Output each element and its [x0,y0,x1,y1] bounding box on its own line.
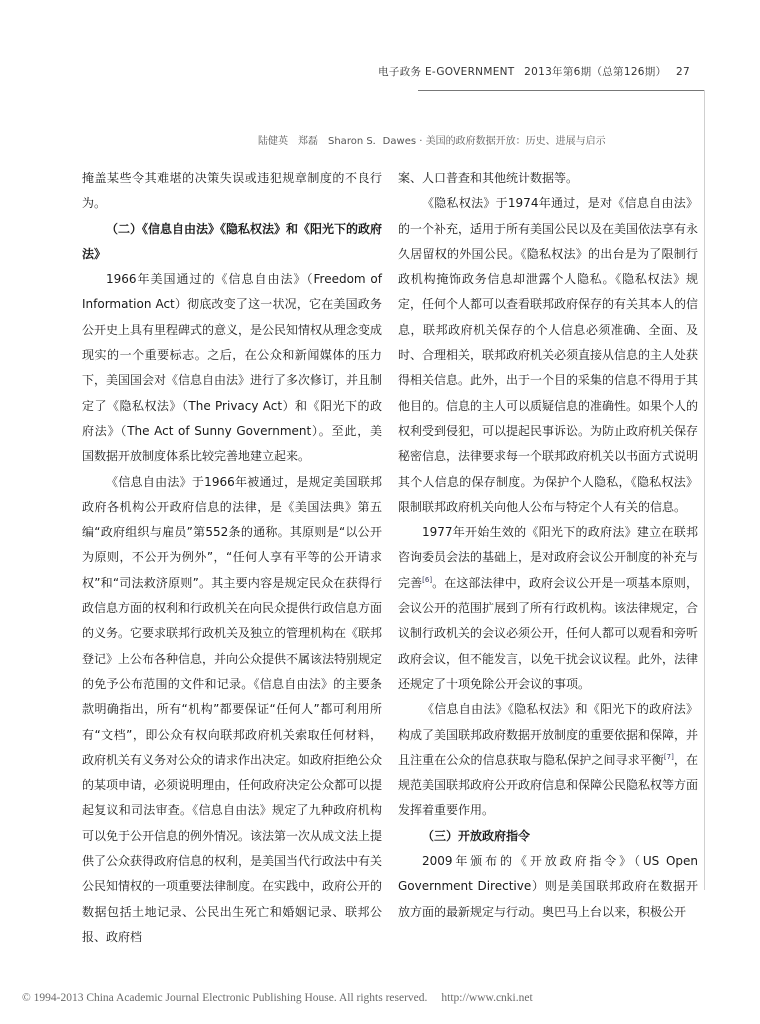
paragraph-text: ，在规范美国联邦政府公开政府信息和保障公民隐私权等方面发挥着重要作用。 [398,752,699,818]
header-rule [418,90,704,91]
journal-name: 电子政务 E-GOVERNMENT [378,66,515,78]
copyright-text: © 1994-2013 China Academic Journal Electronic Publishing House. All rights reserved. [22,992,428,1004]
right-column [398,166,698,925]
copyright-footer [22,992,533,1004]
citation-ref[interactable]: [6] [422,575,433,584]
journal-header [372,64,690,79]
issue-info: 2013年第6期（总第126期） [524,66,667,78]
paragraph: 掩盖某些令其难堪的决策失误或违犯规章制度的不良行为。 [82,171,382,211]
left-column [82,166,382,950]
running-title: 陆健英 郑磊 Sharon S．Dawes · 美国的政府数据开放：历史、进展与启示 [258,136,606,147]
citation-ref[interactable]: [7] [663,752,674,761]
section-heading: （二）《信息自由法》《隐私权法》和《阳光下的政府法》 [82,221,383,261]
paragraph-text: 1977年开始生效的《阳光下的政府法》建立在联邦咨询委员会法的基础上，是对政府会议公开制度的补充与完善 [398,525,699,590]
margin-line [704,90,705,890]
section-heading: （三）开放政府指令 [422,828,531,843]
paragraph: 《信息自由法》于1966年被通过，是规定美国联邦政府各机构公开政府信息的法律，是《美国法典》第五编“政府组织与雇员”第552条的通称。其原则是“以公开为原则，不公开为例外”，“任何人享有平等的公开请求权”和“司法救济原则”。其主要内容是规定民众在获得行政信息方面的权利和行政机关在向民众提供行政信息方面的义务。它要求联邦行政机关及独立的管理机构在《联邦登记》上公布各种信息，并向公众提供不属该法特别规定的免予公布范围的文件和记录。《信息自由法》的主要条款明确指出，所有“机构”都要保证“任何人”都可利用所有“文档”，即公众有权向联邦政府机关索取任何材料，政府机关有义务对公众的请求作出决定。如政府拒绝公众的某项申请，必须说明理由，任何政府决定公众都可以提起复议和司法审查。《信息自由法》规定了九种政府机构可以免于公开信息的例外情况。该法第一次从成文法上提供了公众获得政府信息的权利，是美国当代行政法中有关公民知情权的一项重要法律制度。在实践中，政府公开的数据包括土地记录、公民出生死亡和婚姻记录、联邦公报、政府档 [82,474,383,944]
cnki-link[interactable]: http://www.cnki.net [441,992,533,1004]
paragraph: 案、人口普查和其他统计数据等。 [398,171,579,185]
paragraph: 2009年颁布的《开放政府指令》（US Open Government Directive）则是美国联邦政府在数据开放方面的最新规定与行动。奥巴马上台以来，积极公开 [398,854,698,919]
page-number: 27 [676,66,690,78]
paragraph: 1966年美国通过的《信息自由法》（Freedom of Information Act）彻底改变了这一状况，它在美国政务公开史上具有里程碑式的意义，是公民知情权从理念变成现实的一个重要标志。之后，在公众和新闻媒体的压力下，美国国会对《信息自由法》进行了多次修订，并且制定了《隐私权法》（The Privacy Act）和《阳光下的政府法》（The Act of Sunny Government）。至此，美国数据开放制度体系比较完善地建立起来。 [82,272,383,464]
paragraph: 《隐私权法》于1974年通过，是对《信息自由法》的一个补充，适用于所有美国公民以及在美国依法享有永久居留权的外国公民。《隐私权法》的出台是为了限制行政机构掩饰政务信息却泄露个人隐私。《隐私权法》规定，任何个人都可以查看联邦政府保存的有关其本人的信息，联邦政府机关保存的个人信息必须准确、全面、及时、合理相关，联邦政府机关必须直接从信息的主人处获得相关信息。此外，出于一个目的采集的信息不得用于其他目的。信息的主人可以质疑信息的准确性。如果个人的权利受到侵犯，可以提起民事诉讼。为防止政府机关保存秘密信息，法律要求每一个联邦政府机关以书面方式说明其个人信息的保存制度。为保护个人隐私，《隐私权法》限制联邦政府机关向他人公布与特定个人有关的信息。 [398,196,699,514]
paragraph [398,697,698,823]
paragraph-text: 。在这部法律中，政府会议公开是一项基本原则，会议公开的范围扩展到了所有行政机构。该法律规定，合议制行政机关的会议必须公开，任何人都可以观看和旁听政府会议，但不能发言，以免干扰会议议程。此外，法律还规定了十项免除公开会议的事项。 [398,575,699,691]
paragraph [398,520,698,697]
paragraph-text: 《信息自由法》《隐私权法》和《阳光下的政府法》构成了美国联邦政府数据开放制度的重要依据和保障，并且注重在公众的信息获取与隐私保护之间寻求平衡 [398,702,699,767]
